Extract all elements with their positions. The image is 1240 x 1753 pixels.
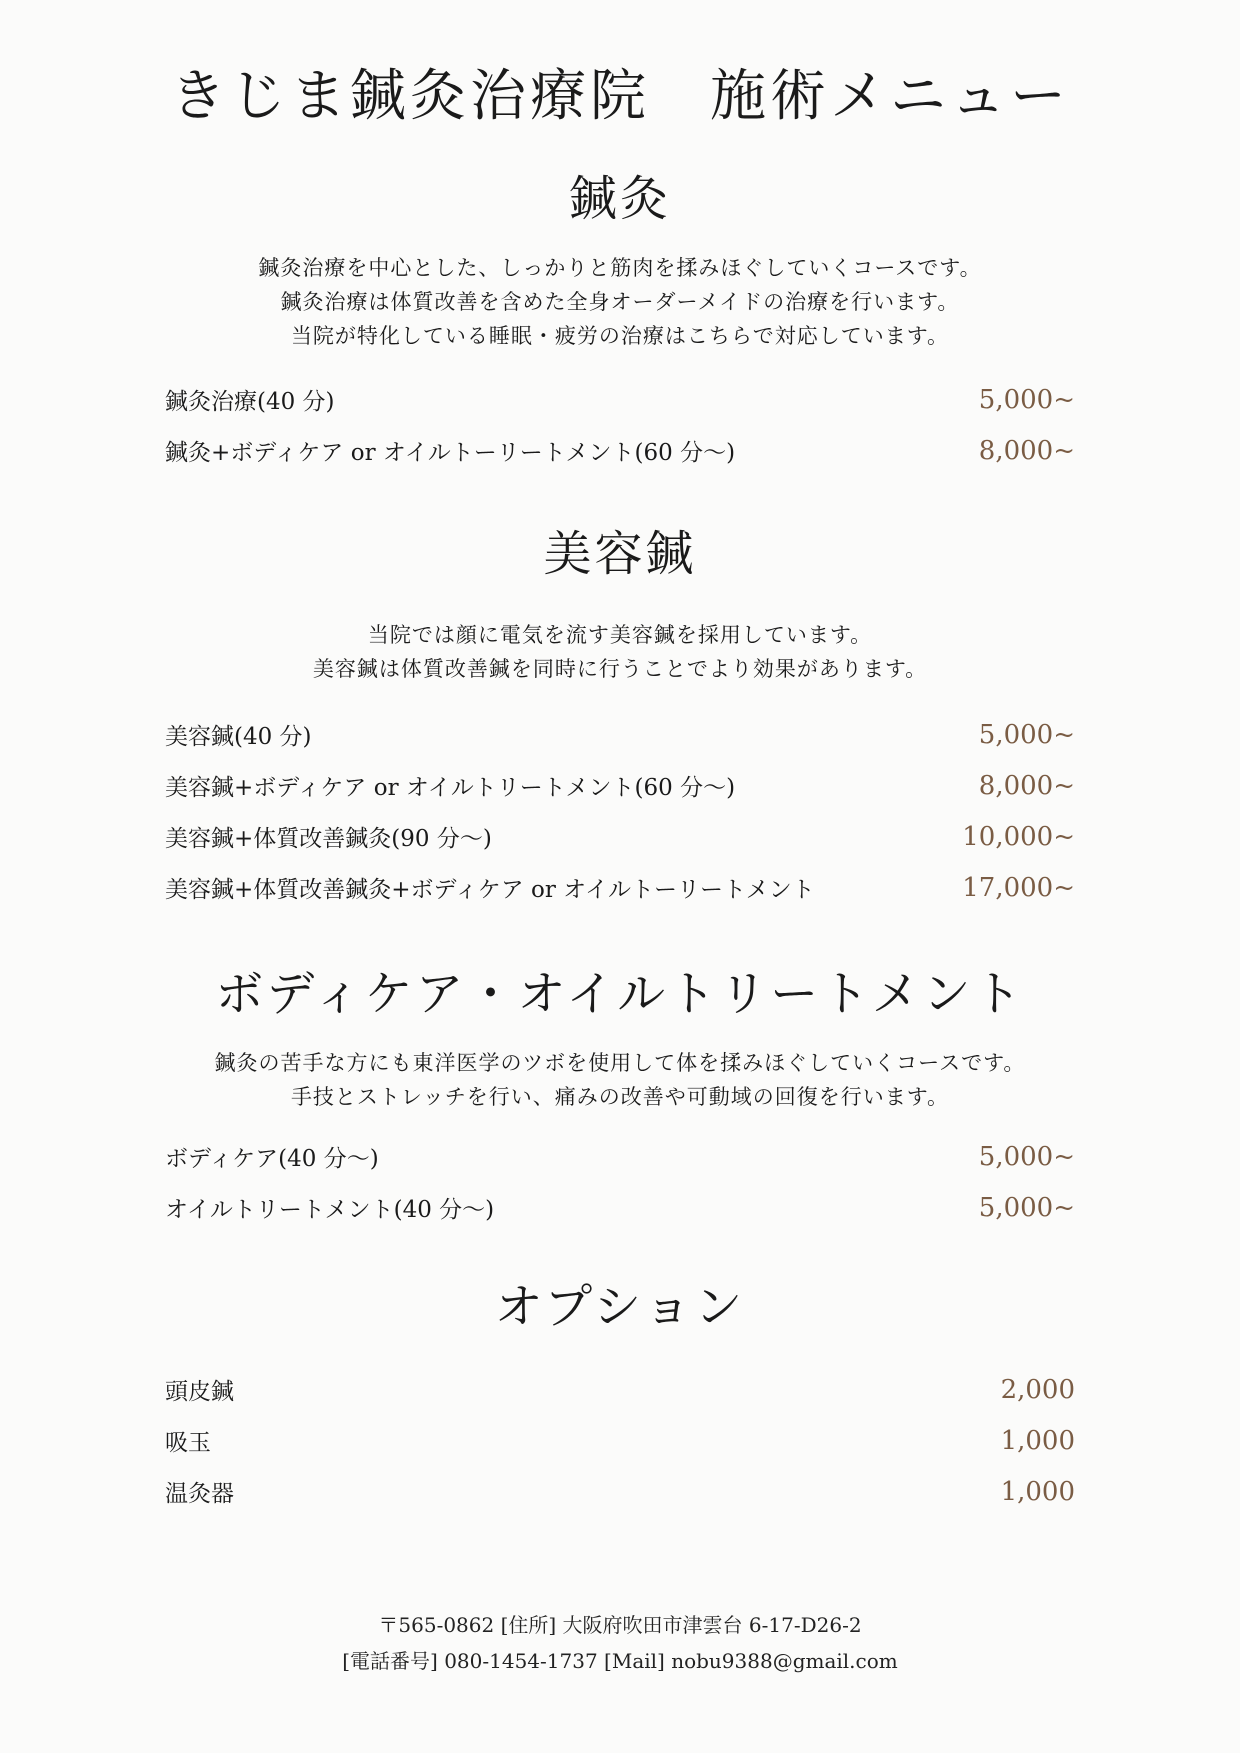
menu-item-price: 10,000~ [962,822,1075,852]
description-line: 鍼灸治療は体質改善を含めた全身オーダーメイドの治療を行います。 [280,290,960,314]
menu-item-name: 温灸器 [165,1481,234,1507]
menu-item [165,1191,1075,1242]
menu-item-price: 1,000 [1000,1426,1075,1456]
menu-item [165,718,1075,769]
description-line: 当院が特化している睡眠・疲労の治療はこちらで対応しています。 [290,324,950,348]
menu-item [165,871,1075,922]
menu-item [165,434,1075,485]
menu-item [165,820,1075,871]
contact-line: [電話番号] 080-1454-1737 [Mail] nobu9388@gmail.com [342,1649,898,1673]
menu-item-price: 2,000 [1000,1375,1075,1405]
address-line: 〒565-0862 [住所] 大阪府吹田市津雲台 6-17-D26-2 [378,1613,862,1637]
section-heading: 鍼灸 [568,171,671,227]
menu-item-price: 17,000~ [962,873,1075,903]
menu-item-price: 5,000~ [978,720,1075,750]
menu-item-price: 1,000 [1000,1477,1075,1507]
menu-item-price: 8,000~ [978,436,1075,466]
page-title: きじま鍼灸治療院 施術メニュー [170,64,1070,129]
menu-item-name: 美容鍼+体質改善鍼灸(90 分〜) [165,826,492,852]
section-description [0,1046,1240,1114]
price-list [165,1373,1075,1526]
section-options [0,1268,1240,1526]
section-description [0,251,1240,353]
section-description [0,618,1240,686]
section-acupuncture [0,160,1240,485]
section-body-care [0,955,1240,1242]
price-list [165,383,1075,485]
menu-item [165,769,1075,820]
price-list [165,718,1075,922]
menu-item-name: 鍼灸治療(40 分) [165,389,335,415]
description-line: 鍼灸治療を中心とした、しっかりと筋肉を揉みほぐしていくコースです。 [258,256,982,280]
contact-footer [0,1607,1240,1679]
description-line: 鍼灸の苦手な方にも東洋医学のツボを使用して体を揉みほぐしていくコースです。 [214,1051,1026,1075]
section-beauty-acupuncture [0,515,1240,922]
section-heading: 美容鍼 [543,526,697,582]
price-list [165,1140,1075,1242]
menu-item-name: ボディケア(40 分〜) [165,1146,379,1172]
menu-item-price: 5,000~ [978,1193,1075,1223]
menu-item-name: 美容鍼+ボディケア or オイルトリートメント(60 分〜) [165,775,736,801]
menu-item-name: 美容鍼(40 分) [165,724,312,750]
section-heading: オプション [494,1279,746,1335]
menu-item [165,1475,1075,1526]
description-line: 美容鍼は体質改善鍼を同時に行うことでより効果があります。 [312,657,928,681]
menu-item-name: 頭皮鍼 [165,1379,234,1405]
menu-item [165,1424,1075,1475]
menu-item-name: 吸玉 [165,1430,211,1456]
menu-item [165,1373,1075,1424]
menu-item-name: 鍼灸+ボディケア or オイルトーリートメント(60 分〜) [165,440,736,466]
section-heading: ボディケア・オイルトリートメント [215,966,1025,1022]
description-line: 当院では顔に電気を流す美容鍼を採用しています。 [367,623,873,647]
menu-item [165,383,1075,434]
menu-item-price: 5,000~ [978,1142,1075,1172]
menu-item-name: オイルトリートメント(40 分〜) [165,1197,495,1223]
menu-item-price: 8,000~ [978,771,1075,801]
menu-item-name: 美容鍼+体質改善鍼灸+ボディケア or オイルトーリートメント [165,877,815,903]
menu-item-price: 5,000~ [978,385,1075,415]
description-line: 手技とストレッチを行い、痛みの改善や可動域の回復を行います。 [290,1085,950,1109]
menu-item [165,1140,1075,1191]
